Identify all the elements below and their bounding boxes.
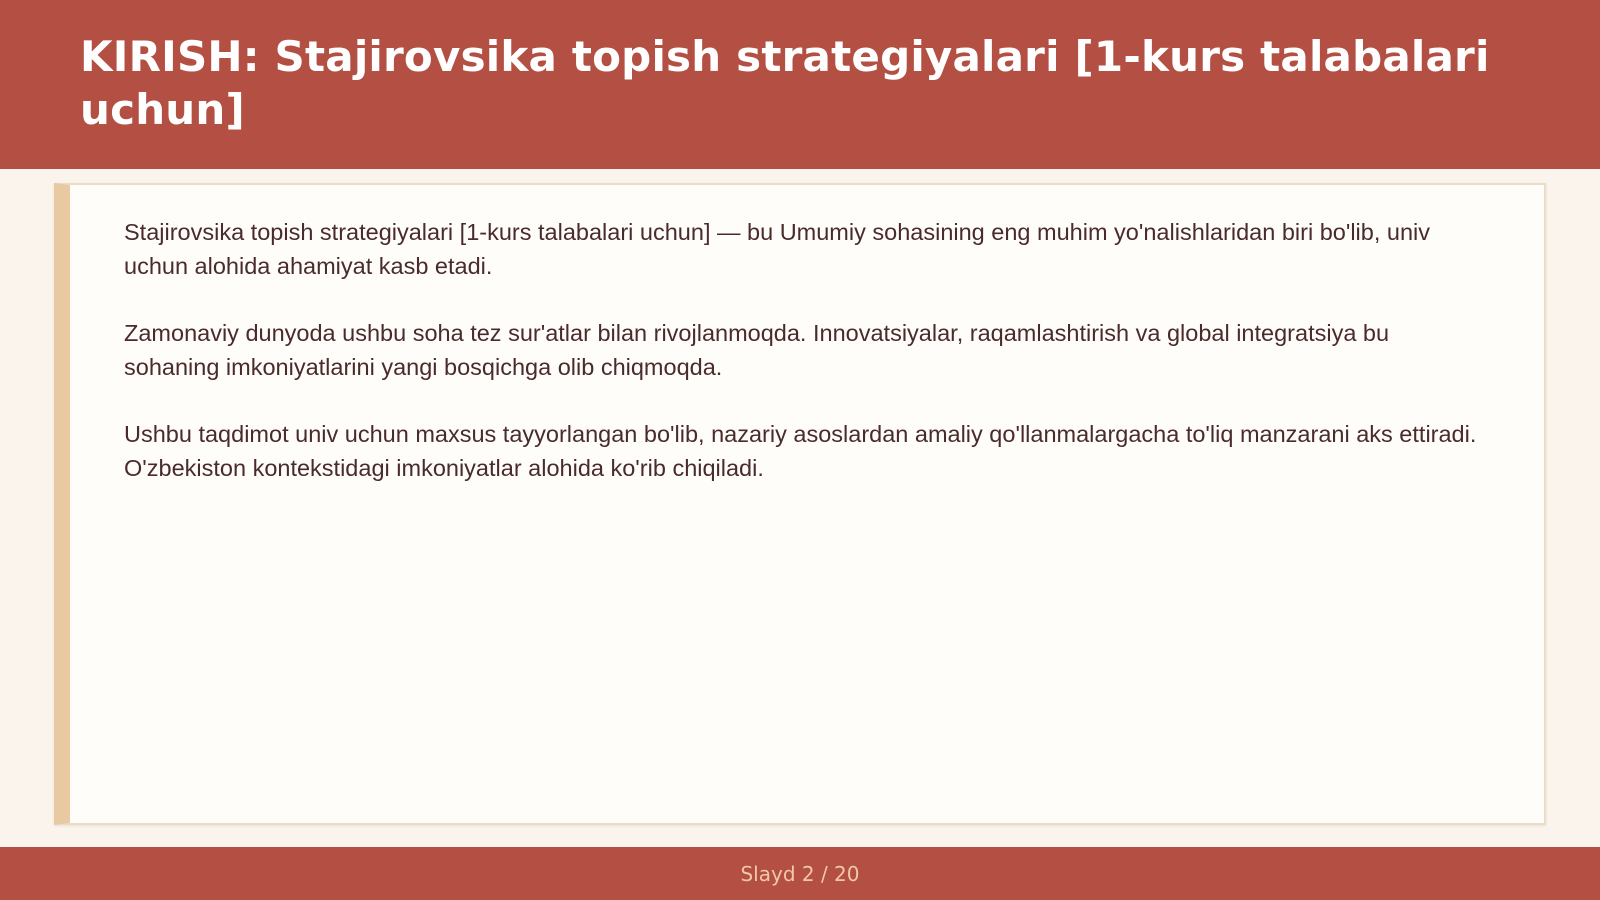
content-card (54, 183, 1546, 825)
slide-footer (0, 847, 1600, 900)
paragraph-modern-world: Zamonaviy dunyoda ushbu soha tez sur'atlar bilan rivojlanmoqda. Innovatsiyalar, raqamlashtirish va global integratsiya bu sohaning imkoniyatlarini yangi bosqichga olib chiqmoqda. (124, 320, 1390, 380)
paragraph-intro: Stajirovsika topish strategiyalari [1-kurs talabalari uchun] — bu Umumiy sohasining eng muhim yo'nalishlaridan biri bo'lib, univ uchun alohida ahamiyat kasb etadi. (124, 219, 1431, 279)
slide-header (0, 0, 1600, 169)
slide-counter: Slayd 2 / 20 (740, 861, 860, 886)
slide-title: KIRISH: Stajirovsika topish strategiyalari [1-kurs talabalari uchun] (80, 32, 1490, 134)
paragraph-presentation-scope: Ushbu taqdimot univ uchun maxsus tayyorlangan bo'lib, nazariy asoslardan amaliy qo'llanmalargacha to'liq manzarani aks ettiradi. O'zbekiston kontekstidagi imkoniyatlar alohida ko'rib chiqiladi. (124, 421, 1477, 481)
